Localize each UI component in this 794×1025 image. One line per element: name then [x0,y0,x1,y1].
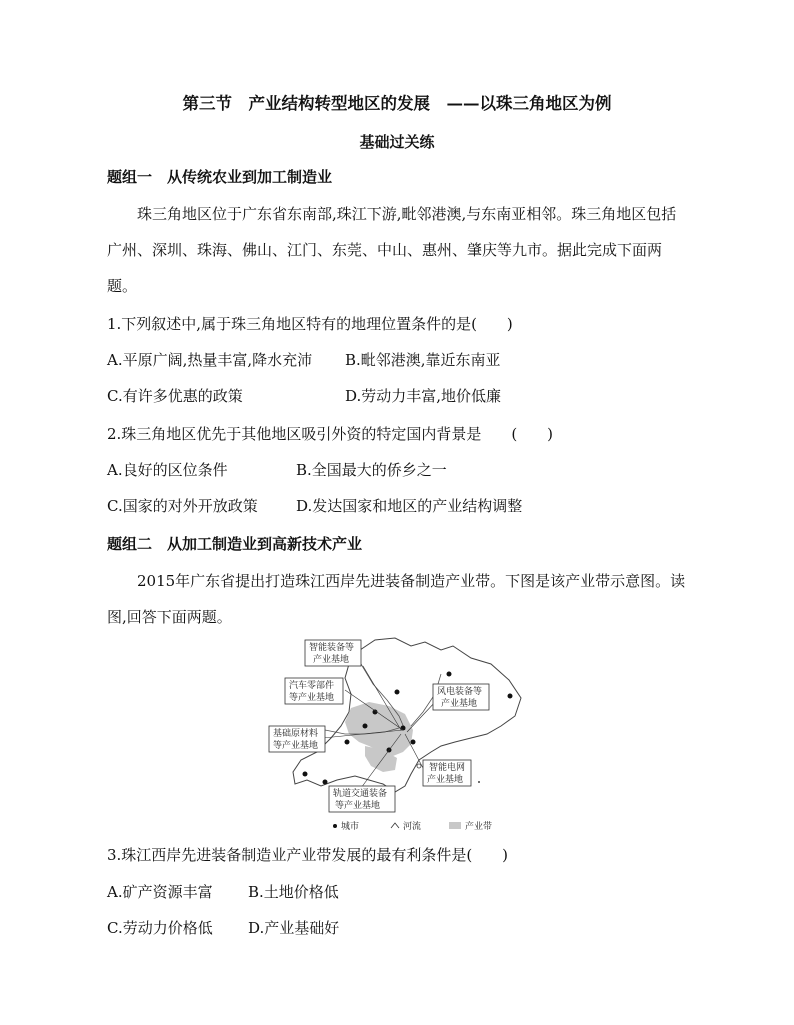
page-title: 第三节 产业结构转型地区的发展 ——以珠三角地区为例 [182,94,612,113]
label-rail-line2: 等产业基地 [335,801,381,811]
label-rail-line1: 轨道交通装备 [333,789,388,799]
q2-option-c: C.国家的对外开放政策 [107,497,258,515]
q1-option-b: B.毗邻港澳,靠近东南亚 [345,351,501,369]
city-dot [345,740,350,745]
q3-option-a: A.矿产资源丰富 [107,883,213,901]
map-legend [333,820,492,832]
label-wind-line2: 产业基地 [441,699,478,709]
q2-option-b: B.全国最大的侨乡之一 [296,461,447,479]
label-materials-line1: 基础原材料 [273,729,319,739]
q1-option-d: D.劳动力丰富,地价低廉 [345,387,502,405]
legend-belt-icon [449,822,461,829]
industry-belt-map [265,634,525,834]
island [417,764,421,768]
label-grid-line2: 产业基地 [427,775,464,785]
city-dot [395,690,400,695]
city-dot [447,672,452,677]
legend-belt-label: 产业带 [465,822,493,832]
island [478,781,480,783]
q1-option-c: C.有许多优惠的政策 [107,387,243,405]
legend-river-icon [391,823,399,828]
city-dot [323,780,328,785]
group2-heading: 题组二 从加工制造业到高新技术产业 [107,535,363,553]
legend-city-label: 城市 [341,822,360,832]
q2-option-d: D.发达国家和地区的产业结构调整 [296,497,523,515]
q1-stem: 1.下列叙述中,属于珠三角地区特有的地理位置条件的是( ) [107,315,513,333]
label-smart-equipment-line1: 智能装备等 [309,643,355,653]
city-dot [508,694,513,699]
city-dot [363,724,368,729]
q3-stem: 3.珠江西岸先进装备制造业产业带发展的最有利条件是( ) [107,846,509,864]
label-auto-parts-line2: 等产业基地 [289,693,335,703]
label-auto-parts-line1: 汽车零部件 [289,681,335,691]
q1-option-a: A.平原广阔,热量丰富,降水充沛 [107,351,313,369]
group1-passage: 珠三角地区位于广东省东南部,珠江下游,毗邻港澳,与东南亚相邻。珠三角地区包括广州、深圳、珠海、佛山、江门、东莞、中山、惠州、肇庆等九市。据此完成下面两题。 [107,205,677,295]
label-grid-line1: 智能电网 [429,763,466,773]
section-subtitle: 基础过关练 [359,133,435,151]
q2-stem: 2.珠三角地区优先于其他地区吸引外资的特定国内背景是 ( ) [107,425,554,443]
city-dot [303,772,308,777]
label-materials-line2: 等产业基地 [273,741,319,751]
q3-option-b: B.土地价格低 [248,883,339,901]
legend-city-icon [333,824,337,828]
city-dot [411,740,416,745]
label-wind-line1: 风电装备等 [437,687,483,697]
group1-heading: 题组一 从传统农业到加工制造业 [107,168,333,186]
group2-passage: 2015年广东省提出打造珠江西岸先进装备制造产业带。下图是该产业带示意图。读图,回答下面两题。 [107,572,686,626]
q2-option-a: A.良好的区位条件 [107,461,228,479]
label-smart-equipment-line2: 产业基地 [313,655,350,665]
q3-option-d: D.产业基础好 [248,919,340,937]
q3-option-c: C.劳动力价格低 [107,919,213,937]
legend-river-label: 河流 [403,822,422,832]
